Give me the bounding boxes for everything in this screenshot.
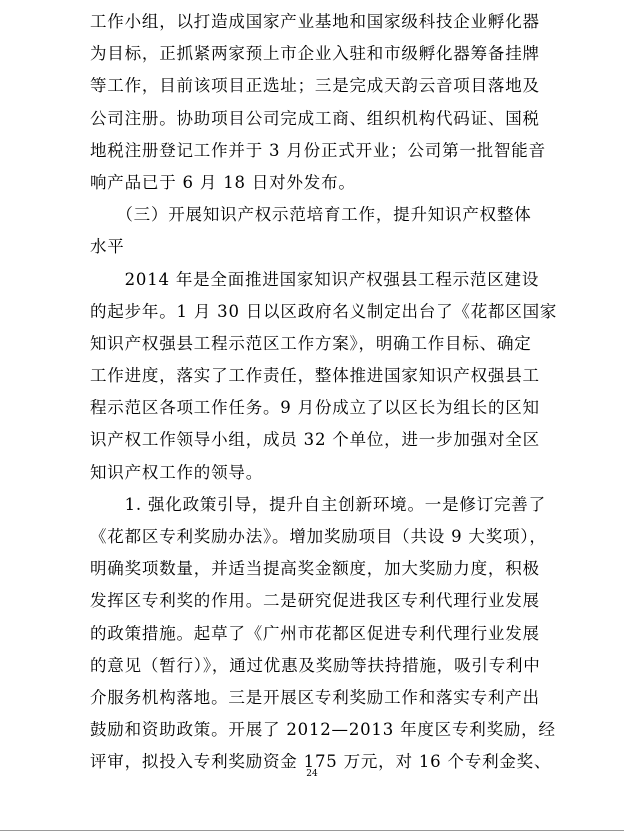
text-line: 响产品已于 6 月 18 日对外发布。 xyxy=(90,172,356,192)
section-heading: 水平 xyxy=(90,237,125,257)
text-line: 发挥区专利奖的作用。二是研究促进我区专利代理行业发展 xyxy=(90,591,540,611)
text-line: 《花都区专利奖励办法》。增加奖励项目（共设 9 大奖项）， xyxy=(90,527,547,546)
text-line: 鼓励和资助政策。开展了 2012—2013 年度区专利奖励，经 xyxy=(90,720,556,740)
text-line: 程示范区各项工作任务。9 月份成立了以区长为组长的区知 xyxy=(90,398,540,418)
text-line: 地税注册登记工作并于 3 月份正式开业；公司第一批智能音 xyxy=(90,140,546,160)
text-line: 工作进度，落实了工作责任，整体推进国家知识产权强县工 xyxy=(90,366,540,386)
body-text xyxy=(90,6,558,779)
page-number: 24 xyxy=(306,769,318,779)
text-line: 等工作，目前该项目正选址；三是完成天韵云音项目落地及 xyxy=(90,76,540,96)
section-heading: （三）开展知识产权示范培育工作，提升知识产权整体 xyxy=(90,205,532,225)
text-line: 2014 年是全面推进国家知识产权强县工程示范区建设 xyxy=(90,269,540,289)
text-line: 知识产权工作的领导。 xyxy=(90,462,263,482)
text-line: 的政策措施。起草了《广州市花都区促进专利代理行业发展 xyxy=(90,623,540,643)
page-divider xyxy=(0,830,624,831)
text-line: 评审，拟投入专利奖励资金 175 万元，对 16 个专利金奖、 xyxy=(90,752,552,772)
text-line: 的意见（暂行）》，通过优惠及奖励等扶持措施，吸引专利中 xyxy=(90,655,541,675)
text-line: 识产权工作领导小组，成员 32 个单位，进一步加强对全区 xyxy=(90,430,540,450)
text-line: 工作小组，以打造成国家产业基地和国家级科技企业孵化器 xyxy=(90,12,540,31)
text-line: 的起步年。1 月 30 日以区政府名义制定出台了《花都区国家 xyxy=(90,301,558,321)
text-line: 为目标，正抓紧两家预上市企业入驻和市级孵化器筹备挂牌 xyxy=(90,44,540,64)
text-line: 1. 强化政策引导，提升自主创新环境。一是修订完善了 xyxy=(90,494,546,514)
text-line: 公司注册。协助项目公司完成工商、组织机构代码证、国税 xyxy=(90,108,540,128)
text-line: 知识产权强县工程示范区工作方案》，明确工作目标、确定 xyxy=(90,333,532,353)
text-line: 明确奖项数量，并适当提高奖金额度，加大奖励力度，积极 xyxy=(90,559,540,579)
text-line: 介服务机构落地。三是开展区专利奖励工作和落实专利产出 xyxy=(90,687,540,707)
